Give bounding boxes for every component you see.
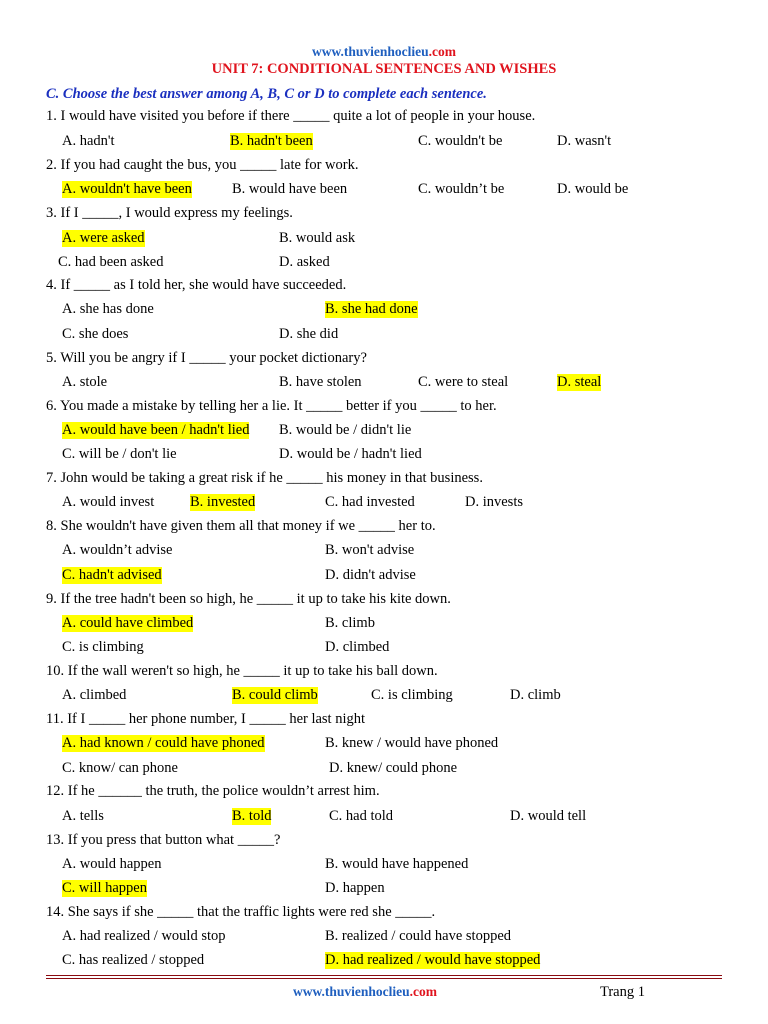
question-7-option-c[interactable]: C. had invested	[325, 494, 415, 510]
question-3-option-a[interactable]: A. were asked	[62, 230, 145, 246]
question-9-option-b[interactable]: B. climb	[325, 615, 375, 631]
question-3: 3. If I _____, I would express my feelings.	[46, 205, 293, 221]
instruction: C. Choose the best answer among A, B, C or D to complete each sentence.	[46, 86, 487, 102]
question-12-option-c[interactable]: C. had told	[329, 808, 394, 824]
question-14-option-d[interactable]: D. had realized / would have stopped	[325, 952, 541, 968]
question-3-option-b[interactable]: B. would ask	[279, 230, 356, 246]
question-8-option-b[interactable]: B. won't advise	[325, 542, 415, 558]
question-7-option-a[interactable]: A. would invest	[62, 494, 155, 510]
question-11-option-c[interactable]: C. know/ can phone	[62, 760, 178, 776]
question-6-option-b[interactable]: B. would be / didn't lie	[279, 422, 412, 438]
question-12-option-b[interactable]: B. told	[232, 808, 272, 824]
footer-rule-bottom	[46, 978, 722, 979]
question-10-option-a[interactable]: A. climbed	[62, 687, 127, 703]
question-9-option-d[interactable]: D. climbed	[325, 639, 390, 655]
question-11-option-a[interactable]: A. had known / could have phoned	[62, 735, 265, 751]
question-13-option-a[interactable]: A. would happen	[62, 856, 162, 872]
question-1-option-c[interactable]: C. wouldn't be	[418, 133, 503, 149]
question-3-option-d[interactable]: D. asked	[279, 254, 330, 270]
question-4-option-d[interactable]: D. she did	[279, 326, 339, 342]
question-5-option-c[interactable]: C. were to steal	[418, 374, 509, 390]
question-10-option-c[interactable]: C. is climbing	[371, 687, 453, 703]
question-14: 14. She says if she _____ that the traffic lights were red she _____.	[46, 904, 436, 920]
question-2-option-b[interactable]: B. would have been	[232, 181, 348, 197]
question-4: 4. If _____ as I told her, she would have succeeded.	[46, 277, 347, 293]
question-8-option-a[interactable]: A. wouldn’t advise	[62, 542, 173, 558]
question-14-option-a[interactable]: A. had realized / would stop	[62, 928, 226, 944]
question-7: 7. John would be taking a great risk if he _____ his money in that business.	[46, 470, 483, 486]
footer-rule-top	[46, 975, 722, 976]
site-url-main: www.thuvienhoclieu	[311, 44, 429, 59]
question-8-option-d[interactable]: D. didn't advise	[325, 567, 416, 583]
site-url[interactable]	[0, 44, 768, 60]
site-url-tld: .com	[428, 44, 457, 59]
question-12: 12. If he ______ the truth, the police wouldn’t arrest him.	[46, 783, 380, 799]
question-6-option-a[interactable]: A. would have been / hadn't lied	[62, 422, 250, 438]
question-9-option-c[interactable]: C. is climbing	[62, 639, 144, 655]
question-14-option-c[interactable]: C. has realized / stopped	[62, 952, 205, 968]
question-5-option-a[interactable]: A. stole	[62, 374, 108, 390]
question-5-option-b[interactable]: B. have stolen	[279, 374, 362, 390]
question-4-option-c[interactable]: C. she does	[62, 326, 129, 342]
question-4-option-a[interactable]: A. she has done	[62, 301, 154, 317]
question-14-option-b[interactable]: B. realized / could have stopped	[325, 928, 512, 944]
question-9-option-a[interactable]: A. could have climbed	[62, 615, 194, 631]
question-11: 11. If I _____ her phone number, I _____ her last night	[46, 711, 366, 727]
question-8: 8. She wouldn't have given them all that money if we _____ her to.	[46, 518, 436, 534]
question-12-option-a[interactable]: A. tells	[62, 808, 104, 824]
question-6-option-c[interactable]: C. will be / don't lie	[62, 446, 177, 462]
footer-url-tld: .com	[409, 984, 438, 999]
question-1-option-a[interactable]: A. hadn't	[62, 133, 115, 149]
question-2-option-d[interactable]: D. would be	[557, 181, 629, 197]
question-2-option-c[interactable]: C. wouldn’t be	[418, 181, 505, 197]
question-1-option-d[interactable]: D. wasn't	[557, 133, 612, 149]
footer-url-main: www.thuvienhoclieu	[292, 984, 410, 999]
question-5: 5. Will you be angry if I _____ your pocket dictionary?	[46, 350, 367, 366]
question-6: 6. You made a mistake by telling her a lie. It _____ better if you _____ to her.	[46, 398, 497, 414]
question-13: 13. If you press that button what _____?	[46, 832, 281, 848]
question-13-option-c[interactable]: C. will happen	[62, 880, 147, 896]
page-number: Trang 1	[600, 984, 645, 1000]
question-13-option-b[interactable]: B. would have happened	[325, 856, 469, 872]
question-8-option-c[interactable]: C. hadn't advised	[62, 567, 162, 583]
question-6-option-d[interactable]: D. would be / hadn't lied	[279, 446, 422, 462]
question-2: 2. If you had caught the bus, you _____ late for work.	[46, 157, 359, 173]
question-13-option-d[interactable]: D. happen	[325, 880, 385, 896]
question-12-option-d[interactable]: D. would tell	[510, 808, 587, 824]
question-5-option-d[interactable]: D. steal	[557, 374, 602, 390]
question-10-option-d[interactable]: D. climb	[510, 687, 561, 703]
question-10-option-b[interactable]: B. could climb	[232, 687, 318, 703]
question-1: 1. I would have visited you before if there _____ quite a lot of people in your house.	[46, 108, 536, 124]
question-11-option-d[interactable]: D. knew/ could phone	[329, 760, 458, 776]
question-4-option-b[interactable]: B. she had done	[325, 301, 418, 317]
unit-title: UNIT 7: CONDITIONAL SENTENCES AND WISHES	[211, 61, 557, 77]
question-2-option-a[interactable]: A. wouldn't have been	[62, 181, 192, 197]
question-7-option-b[interactable]: B. invested	[190, 494, 256, 510]
question-11-option-b[interactable]: B. knew / would have phoned	[325, 735, 499, 751]
question-7-option-d[interactable]: D. invests	[465, 494, 523, 510]
question-3-option-c[interactable]: C. had been asked	[58, 254, 164, 270]
question-9: 9. If the tree hadn't been so high, he _____ it up to take his kite down.	[46, 591, 451, 607]
question-10: 10. If the wall weren't so high, he _____ it up to take his ball down.	[46, 663, 438, 679]
question-1-option-b[interactable]: B. hadn't been	[230, 133, 313, 149]
